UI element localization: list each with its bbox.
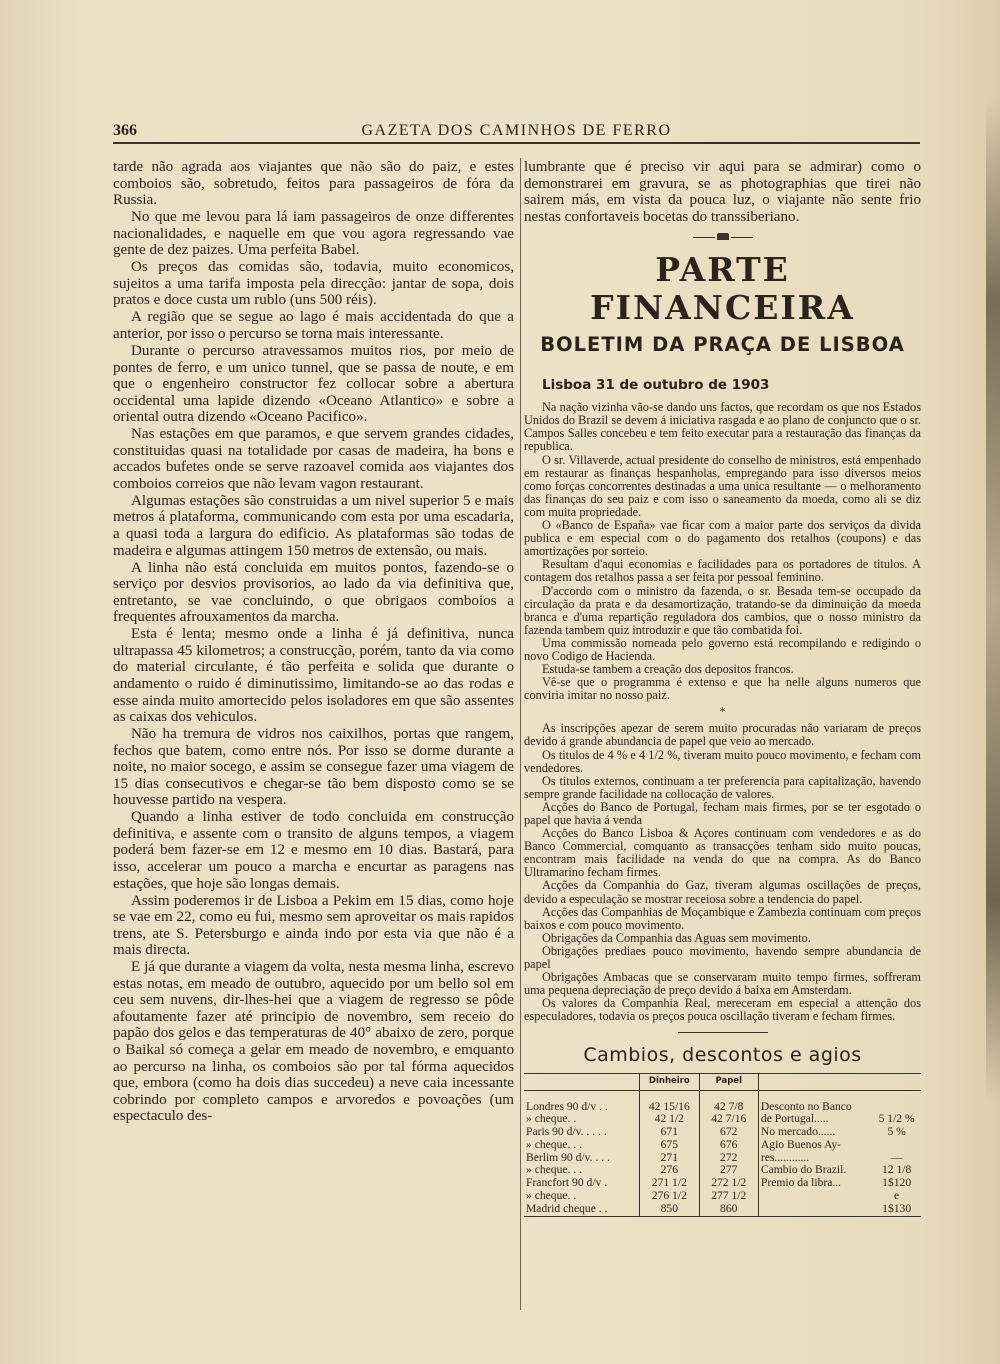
secondary-value: e — [894, 1189, 900, 1203]
row-label: Paris 90 d/v. . . . . — [526, 1125, 607, 1139]
secondary-label: de Portugal..... — [758, 1113, 872, 1126]
exchange-table-body — [524, 1090, 921, 1216]
page-edge-shadow — [986, 100, 1000, 1100]
secondary-label: Premio da libra... — [758, 1177, 872, 1190]
financial-paragraph: Os valores da Companhia Real, mereceram em especial a attenção dos especuladores, todavia os preços pouca oscillação tiveram e fecham firmes. — [524, 996, 921, 1024]
dinheiro-value: 850 — [640, 1203, 700, 1216]
row-label: Berlim 90 d/v. . . . — [526, 1150, 610, 1164]
page-header — [113, 120, 920, 144]
secondary-label: No mercado...... — [758, 1126, 872, 1139]
article-paragraph: Assim poderemos ir de Lisboa a Pekim em 15 dias, como hoje se vae em 22, como eu fui, mesmo sem aproveitar os mais rapidos trens, ate S. Petersburgo e ainda indo por esta via que não é a mais directa. — [113, 892, 514, 959]
dinheiro-value: 276 — [640, 1164, 700, 1177]
papel-value: 42 7/16 — [699, 1113, 758, 1126]
table-row — [524, 1139, 921, 1152]
financial-paragraph: O «Banco de España» vae ficar com a maior parte dos serviços da divida publica e em especial com o do pagamento dos retalhos (coupons) e das amortizações por sorteio. — [524, 518, 921, 559]
secondary-label: Desconto no Banco — [758, 1090, 872, 1113]
article-paragraph: Nas estações em que paramos, e que servem grandes cidades, constituidas quasi na totalidade por casas de madeira, ha bons e accados bufetes onde se serve razoavel comida aos viajantes dos comboios correios que não levam vagon restaurant. — [113, 426, 514, 492]
dinheiro-value: 42 15/16 — [640, 1090, 700, 1113]
dinheiro-value: 671 — [640, 1126, 700, 1139]
section-title: PARTE FINANCEIRA — [590, 250, 855, 328]
secondary-value: 1$130 — [872, 1203, 921, 1216]
financial-paragraph: Acções da Companhia do Gaz, tiveram algumas oscillações de preços, devido a especulação se mostrar receiosa sobre a tendencia do papel. — [524, 878, 921, 906]
financial-paragraph: Obrigações prediaes pouco movimento, havendo sempre abundancia de papel — [524, 943, 921, 972]
header-cell — [872, 1073, 921, 1090]
header-cell-papel: Papel — [699, 1073, 758, 1090]
financial-paragraph: Obrigações da Companhia das Aguas sem movimento. — [542, 930, 811, 945]
page-number: 366 — [113, 122, 137, 139]
secondary-value: 1$120 — [882, 1176, 912, 1190]
article-paragraph: tarde não agrada aos viajantes que não são do paiz, e estes comboios são, sobretudo, feitos para passageiros de fóra da Russia. — [113, 159, 514, 209]
right-column — [524, 159, 921, 1217]
papel-value: 277 1/2 — [699, 1190, 758, 1203]
financial-paragraph: Estuda-se tambem a creação dos depositos francos. — [542, 662, 794, 677]
article-paragraph: lumbrante que é preciso vir aqui para se admirar) como o demonstrarei em gravura, se as photographias que tirei não sairem más, em vista da pouca luz, o viajante não sente frio nestas confortaveis bocetas do transsiberiano. — [524, 159, 921, 225]
financial-paragraph: O sr. Villaverde, actual presidente do conselho de ministros, está empenhado em restaurar as finanças hespanholas, empregando para isso diversos meios como forças concorrentes destinadas a uma unica resultante — o melhoramento das finanças do seu paiz e com isso o saneamento da moeda, como ali se diz com muita propriedade. — [524, 452, 921, 519]
secondary-label — [758, 1190, 872, 1203]
header-cell — [758, 1073, 872, 1090]
papel-value: 277 — [699, 1164, 758, 1177]
papel-value: 272 1/2 — [699, 1177, 758, 1190]
secondary-value — [872, 1090, 921, 1113]
row-label: Madrid cheque . . — [524, 1203, 640, 1216]
table-row — [524, 1126, 921, 1139]
article-paragraph: Algumas estações são construidas a um nivel superior 5 e mais metros á plataforma, communicando com esta por uma escadaria, a quasi toda a largura do edificio. As plataformas são todas de madeira e algumas attingem 150 metros de extensão, ou mais. — [113, 492, 514, 559]
row-label: » cheque. . — [526, 1189, 577, 1203]
journal-title: GAZETA DOS CAMINHOS DE FERRO — [361, 122, 672, 139]
exchange-table-title: Cambios, descontos e agios — [583, 1043, 862, 1066]
secondary-label — [758, 1203, 872, 1216]
dinheiro-value: 271 — [640, 1152, 700, 1165]
financial-paragraph: D'accordo com o ministro da fazenda, o sr. Besada tem-se occupado da circulação da prata e da desamortização, tratando-se da diminuição da moeda branca e d'uma repartição reguladora dos cambios, que o nosso ministro da fazenda tambem quiz introduzir e que tão combatida foi. — [524, 583, 921, 637]
financial-paragraph: As inscripções apezar de serem muito procuradas não variaram de preços devido á grande abundancia de papel que veio ao mercado. — [524, 721, 921, 749]
article-paragraph: Os preços das comidas são, todavia, muito economicos, sujeitos a uma tarifa imposta pela direcção: jantar de sopa, dois pratos e doce custa um rublo (uns 500 réis). — [113, 259, 514, 309]
financial-paragraph: Os titulos externos, continuam a ter preferencia para capitalização, havendo sempre grande facilidade na collocação de valores. — [524, 773, 921, 801]
header-cell-dinheiro: Dinheiro — [640, 1073, 700, 1090]
row-label: Londres 90 d/v . . — [526, 1099, 608, 1113]
dinheiro-value: 42 1/2 — [640, 1113, 700, 1126]
financial-paragraph: Os titulos de 4 % e 4 1/2 %, tiveram muito pouco movimento, e fecham com vendedores. — [524, 747, 921, 775]
papel-value: 42 7/8 — [699, 1090, 758, 1113]
row-label: » cheque. . — [526, 1112, 577, 1126]
secondary-label: Agio Buenos Ay- — [758, 1139, 872, 1152]
divider — [678, 1032, 768, 1033]
table-row — [524, 1203, 921, 1216]
article-paragraph: A região que se segue ao lago é mais accidentada do que a anterior, por isso o percurso se torna mais interessante. — [113, 309, 514, 342]
row-label: Francfort 90 d/v . — [526, 1176, 608, 1190]
section-subtitle: BOLETIM DA PRAÇA DE LISBOA — [540, 333, 905, 357]
row-label: » cheque. . . — [526, 1137, 583, 1151]
secondary-value — [872, 1139, 921, 1152]
left-column — [113, 159, 514, 1125]
papel-value: 672 — [699, 1126, 758, 1139]
dinheiro-value: 271 1/2 — [640, 1177, 700, 1190]
papel-value: 272 — [699, 1152, 758, 1165]
dinheiro-value: 675 — [640, 1139, 700, 1152]
dinheiro-value: 276 1/2 — [640, 1190, 700, 1203]
papel-value: 676 — [699, 1139, 758, 1152]
papel-value: 860 — [699, 1203, 758, 1216]
column-divider — [520, 158, 521, 1310]
dateline: Lisboa 31 de outubro de 1903 — [542, 377, 770, 394]
secondary-label: Cambio do Brazil. — [758, 1164, 872, 1177]
financial-paragraph: Uma commissão nomeada pelo governo está recompilando e redigindo o novo Codigo de Hacienda. — [524, 635, 921, 663]
financial-paragraph: Obrigações Ambacas que se conservaram muito tempo firmes, soffreram uma pequena depreciação de preço devido á baixa em Amsterdam. — [524, 970, 921, 998]
secondary-value: 5 1/2 % — [878, 1112, 915, 1126]
article-paragraph: No que me levou para lá iam passageiros de onze differentes nacionalidades, e naquelle em que vou agora regressando vae gente de dez paizes. Uma perfeita Babel. — [113, 209, 514, 259]
article-paragraph: Durante o percurso atravessamos muitos rios, por meio de pontes de ferro, e um unico tunnel, que se passa de noute, e em que o engenheiro constructor fez collocar sobre a abertura occidental uma lapide dizendo «Oceano Atlantico» e sobre a oriental outra dizendo «Oceano Pacifico». — [113, 343, 514, 426]
separator-star: * — [719, 704, 726, 719]
table-header-row — [524, 1073, 921, 1090]
header-cell — [524, 1073, 640, 1090]
train-ornament-icon — [693, 233, 753, 241]
secondary-label: res............ — [758, 1152, 872, 1165]
article-paragraph: E já que durante a viagem da volta, nesta mesma linha, escrevo estas notas, em meado de outubro, aquecido por um bello sol em ceu sem nuvens, dir-lhes-hei que a viagem de regresso se pôde afoutamente fazer até principio de novembro, sem receio do papão dos gelos e das temperaturas de 40° abaixo de zero, porque o Baikal só começa a gelar em meado de novembro, e emquanto ao percurso na linha, os comboios são por tal fórma aquecidos que, embora (como ha dois dias succedeu) a neve caia incessante cobrindo por completo campos e arvoredos e povoações (um espectaculo des- — [113, 959, 514, 1125]
exchange-table — [524, 1073, 921, 1217]
secondary-value: 12 1/8 — [881, 1163, 912, 1177]
article-paragraph: Quando a linha estiver de todo concluida em construcção definitiva, e assente com o transito de alguns tempos, a viagem poderá bem fazer-se em 12 e mesmo em 10 dias. Bastará, para isso, accelerar um pouco a marcha e encurtar as paragens nas estações, que hoje são longas demais. — [113, 809, 514, 892]
financial-paragraph: Acções das Companhias de Moçambique e Zambezia continuam com preços baixos e com pouco movimento. — [524, 904, 921, 932]
table-row — [524, 1090, 921, 1113]
article-paragraph: Não ha tremura de vidros nos caixilhos, portas que rangem, fechos que batem, como entre nós. Por isso se dorme durante a noite, no maior socego, e assim se consegue fazer uma viagem de 15 dias consecutivos e chegar-se tão bem disposto como se se houvesse partido na vespera. — [113, 726, 514, 809]
row-label: » cheque. . . — [526, 1163, 583, 1177]
secondary-value: 5 % — [887, 1125, 906, 1139]
financial-paragraph: Acções do Banco Lisboa & Açores continuam com vendedores e as do Banco Commercial, comquanto as transacções tenham sido muito poucas, encontram mais facilidade na venda do que na compra. As do Banco Ultramarino fecham firmes. — [524, 826, 921, 880]
financial-paragraph: Na nação vizinha vão-se dando uns factos, que recordam os que nos Estados Unidos do Brazil se devem á iniciativa rasgada e ao plano de conjuncto que o sr. Campos Salles concebeu e tem feito executar para a restauração das finanças da republica. — [524, 400, 921, 454]
financial-paragraph: Acções do Banco de Portugal, fecham mais firmes, por se ter esgotado o papel que havia á venda — [524, 799, 921, 827]
financial-paragraph: Vê-se que o programma é extenso e que ha nelle alguns numeros que conviria imitar no nosso paiz. — [524, 675, 921, 703]
article-paragraph: Esta é lenta; mesmo onde a linha é já definitiva, nunca ultrapassa 45 kilometros; a construcção, porém, tanto da via como do material circulante, é tão perfeita e solida que durante o andamento o ruido é diminutissimo, limitando-se ao das rodas e esse ainda muito amortecido pelos isoladores em que são assentes as caixas dos vehiculos. — [113, 626, 514, 726]
article-paragraph: A linha não está concluida em muitos pontos, fazendo-se o serviço por desvios provisorios, ao lado da via definitiva que, entretanto, se vae concluindo, o que obrigaos comboios a frequentes afrouxamentos da marcha. — [113, 559, 514, 626]
secondary-value: — — [890, 1150, 903, 1164]
table-row — [524, 1190, 921, 1203]
financial-paragraph: Resultam d'aqui economias e facilidades para os portadores de titulos. A contagem dos retalhos passa a ser feita por pessoal feminino. — [524, 557, 921, 585]
